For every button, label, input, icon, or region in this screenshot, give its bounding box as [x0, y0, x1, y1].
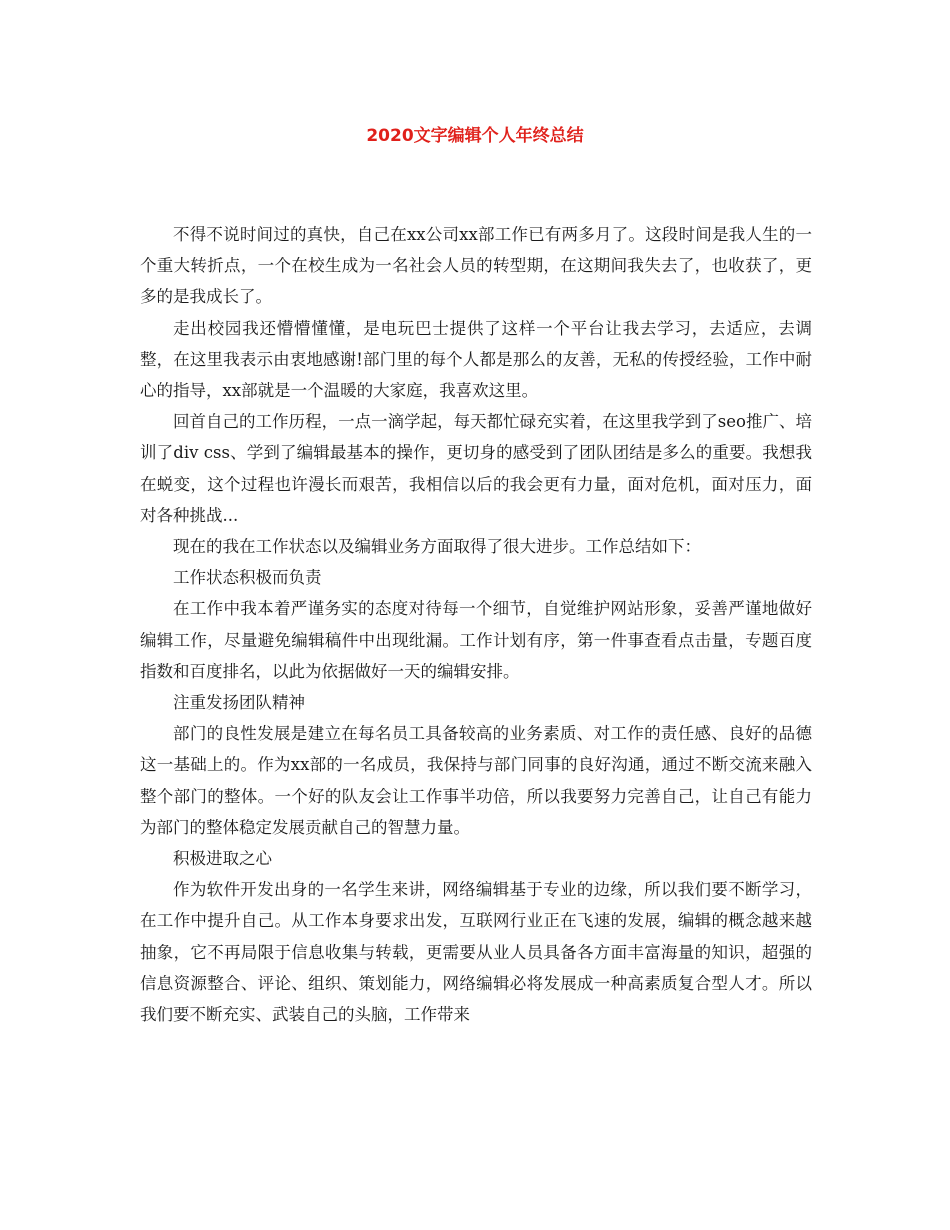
paragraph: 走出校园我还懵懵懂懂，是电玩巴士提供了这样一个平台让我去学习，去适应，去调整，在这里我表示由衷地感谢!部门里的每个人都是那么的友善，无私的传授经验，工作中耐心的指导，xx部就是一个温暖的大家庭，我喜欢这里。	[140, 318, 812, 401]
document-body	[140, 219, 812, 1030]
paragraph: 在工作中我本着严谨务实的态度对待每一个细节，自觉维护网站形象，妥善严谨地做好编辑工作，尽量避免编辑稿件中出现纰漏。工作计划有序，第一件事查看点击量，专题百度指数和百度排名，以此为依据做好一天的编辑安排。	[140, 599, 812, 681]
document-title: 2020文字编辑个人年终总结	[366, 126, 584, 146]
section-heading: 注重发扬团队精神	[173, 693, 305, 713]
paragraph: 回首自己的工作历程，一点一滴学起，每天都忙碌充实着，在这里我学到了seo推广、培训了div css、学到了编辑最基本的操作，更切身的感受到了团队团结是多么的重要。我想我在蜕变，这个过程也许漫长而艰苦，我相信以后的我会更有力量，面对危机，面对压力，面对各种挑战...	[140, 412, 812, 525]
paragraph: 现在的我在工作状态以及编辑业务方面取得了很大进步。工作总结如下：	[173, 537, 701, 557]
section-heading: 工作状态积极而负责	[173, 568, 322, 588]
section-heading: 积极进取之心	[173, 849, 272, 869]
paragraph: 部门的良性发展是建立在每名员工具备较高的业务素质、对工作的责任感、良好的品德这一基础上的。作为xx部的一名成员，我保持与部门同事的良好沟通，通过不断交流来融入整个部门的整体。一个好的队友会让工作事半功倍，所以我要努力完善自己，让自己有能力为部门的整体稳定发展贡献自己的智慧力量。	[140, 724, 812, 837]
paragraph: 不得不说时间过的真快，自己在xx公司xx部工作已有两多月了。这段时间是我人生的一个重大转折点，一个在校生成为一名社会人员的转型期，在这期间我失去了，也收获了，更多的是我成长了。	[140, 225, 812, 307]
paragraph: 作为软件开发出身的一名学生来讲，网络编辑基于专业的边缘，所以我们要不断学习，在工作中提升自己。从工作本身要求出发，互联网行业正在飞速的发展，编辑的概念越来越抽象，它不再局限于信息收集与转载，更需要从业人员具备各方面丰富海量的知识，超强的信息资源整合、评论、组织、策划能力，网络编辑必将发展成一种高素质复合型人才。所以我们要不断充实、武装自己的头脑，工作带来	[140, 880, 812, 1025]
